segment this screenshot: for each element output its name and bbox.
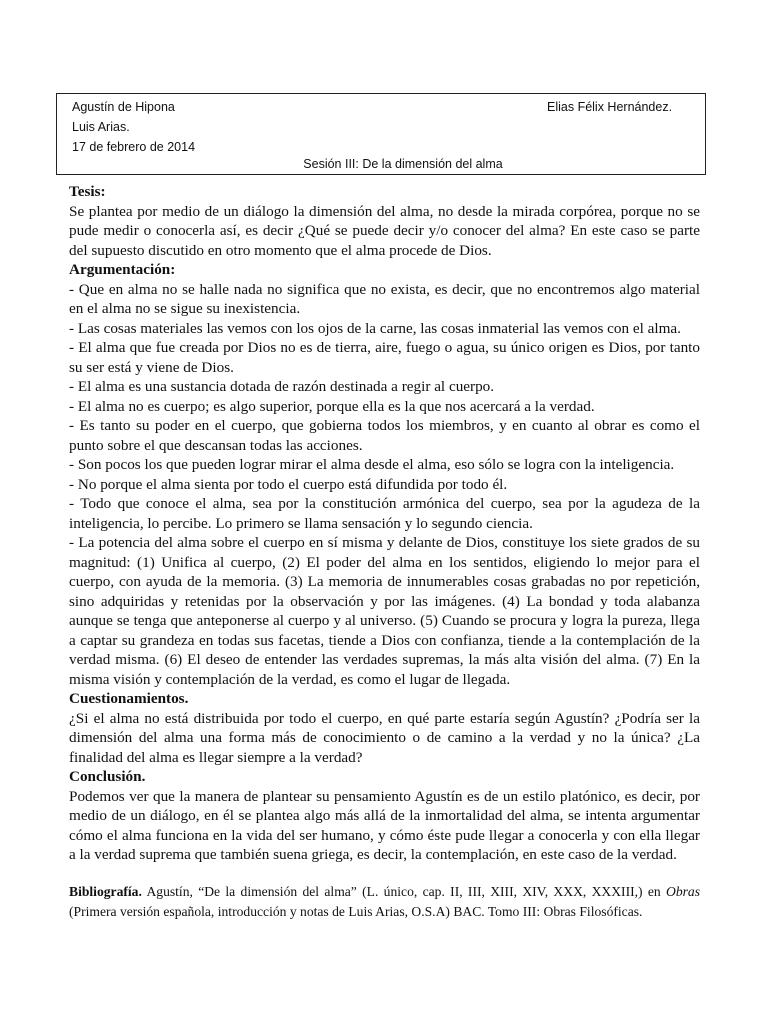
conclusion-paragraph: Podemos ver que la manera de plantear su pensamiento Agustín es de un estilo platónico, es decir, por medio de un diálogo, en él se plantea algo más allá de la inmortalidad del alma, se intenta argumentar cómo el alma funciona en la vida del ser humano, y cómo éste pude llegar a conocerla y con ella llegar a la verdad suprema que también suena griega, es decir, la contemplación, en este caso de la verdad. <box>69 787 700 863</box>
argument-item: - Todo que conoce el alma, sea por la constitución armónica del cuerpo, sea por la agudeza de la inteligencia, lo percibe. Lo primero se llama sensación y lo segundo ciencia. <box>69 495 700 532</box>
conclusion-heading: Conclusión. <box>69 768 146 785</box>
author-name: Agustín de Hipona <box>72 100 175 114</box>
bibliography-text-after: (Primera versión española, introducción y notas de Luis Arias, O.S.A) BAC. Tomo III: Obras Filosóficas. <box>69 903 643 919</box>
session-title: Sesión III: De la dimensión del alma <box>303 157 503 171</box>
argument-item: - Son pocos los que pueden lograr mirar el alma desde el alma, eso sólo se logra con la inteligencia. <box>69 456 675 473</box>
argumentacion-heading: Argumentación: <box>69 261 176 278</box>
cuestionamientos-heading: Cuestionamientos. <box>69 690 189 707</box>
argument-item: - Es tanto su poder en el cuerpo, que gobierna todos los miembros, y en cuanto al obrar es como el punto sobre el que descansan todas las acciones. <box>69 417 700 454</box>
document-body <box>69 182 700 865</box>
student-name: Elias Félix Hernández. <box>547 100 673 114</box>
header-left <box>72 97 195 157</box>
bibliography <box>69 882 700 921</box>
translator-name: Luis Arias. <box>72 120 130 134</box>
document-date: 17 de febrero de 2014 <box>72 140 196 154</box>
argument-item: - El alma que fue creada por Dios no es de tierra, aire, fuego o agua, su único origen es Dios, por tanto su ser está y viene de Dios. <box>69 339 700 376</box>
argument-item: - Que en alma no se halle nada no significa que no exista, es decir, que no encontremos algo material en el alma no se sigue su inexistencia. <box>69 280 700 317</box>
bibliography-work-title: Obras <box>666 884 700 899</box>
cuestionamientos-paragraph: ¿Si el alma no está distribuida por todo el cuerpo, en qué parte estaría según Agustín? ¿Podría ser la dimensión del alma una forma más de conocimiento o de camino a la verdad y no la única? ¿La finalidad del alma es llegar siempre a la verdad? <box>69 709 700 766</box>
bibliography-label: Bibliografía. <box>69 884 142 899</box>
argument-item: - El alma es una sustancia dotada de razón destinada a regir al cuerpo. <box>69 378 495 395</box>
header-box <box>56 93 706 175</box>
argument-item: - Las cosas materiales las vemos con los ojos de la carne, las cosas inmaterial las vemos con el alma. <box>69 319 681 337</box>
session-title-row <box>57 154 705 174</box>
tesis-heading: Tesis: <box>69 183 106 200</box>
tesis-paragraph: Se plantea por medio de un diálogo la dimensión del alma, no desde la mirada corpórea, porque no se pude medir o conocerla así, es decir ¿Qué se puede decir y/o conocer del alma? En este caso se parte del supuesto discutido en otro momento que el alma procede de Dios. <box>69 202 700 259</box>
bibliography-text-before: Agustín, “De la dimensión del alma” (L. único, cap. II, III, XIII, XIV, XXX, XXXIII,) en <box>141 884 666 899</box>
argument-item: - El alma no es cuerpo; es algo superior, porque ella es la que nos acercará a la verdad. <box>69 397 595 415</box>
argument-item: - No porque el alma sienta por todo el cuerpo está difundida por todo él. <box>69 475 508 493</box>
argument-item: - La potencia del alma sobre el cuerpo en sí misma y delante de Dios, constituye los siete grados de su magnitud: (1) Unifica al cuerpo, (2) El poder del alma en los sentidos, eligiendo lo mejor para el cuerpo, con ayuda de la memoria. (3) La memoria de innumerables cosas grabadas no por repetición, sino adquiridas y retenidas por la observación y por las imágenes. (4) La bondad y toda alabanza aunque se tenga que anteponerse al cuerpo y al universo. (5) Cuando se procura y logra la pureza, llega a captar su grandeza en todas sus facetas, tiende a Dios con confianza, tiende a la contemplación de la verdad misma. (6) El deseo de entender las verdades supremas, la más alta visión del alma. (7) En la misma visión y contemplación de la verdad, es como el lugar de llegada. <box>69 534 700 688</box>
